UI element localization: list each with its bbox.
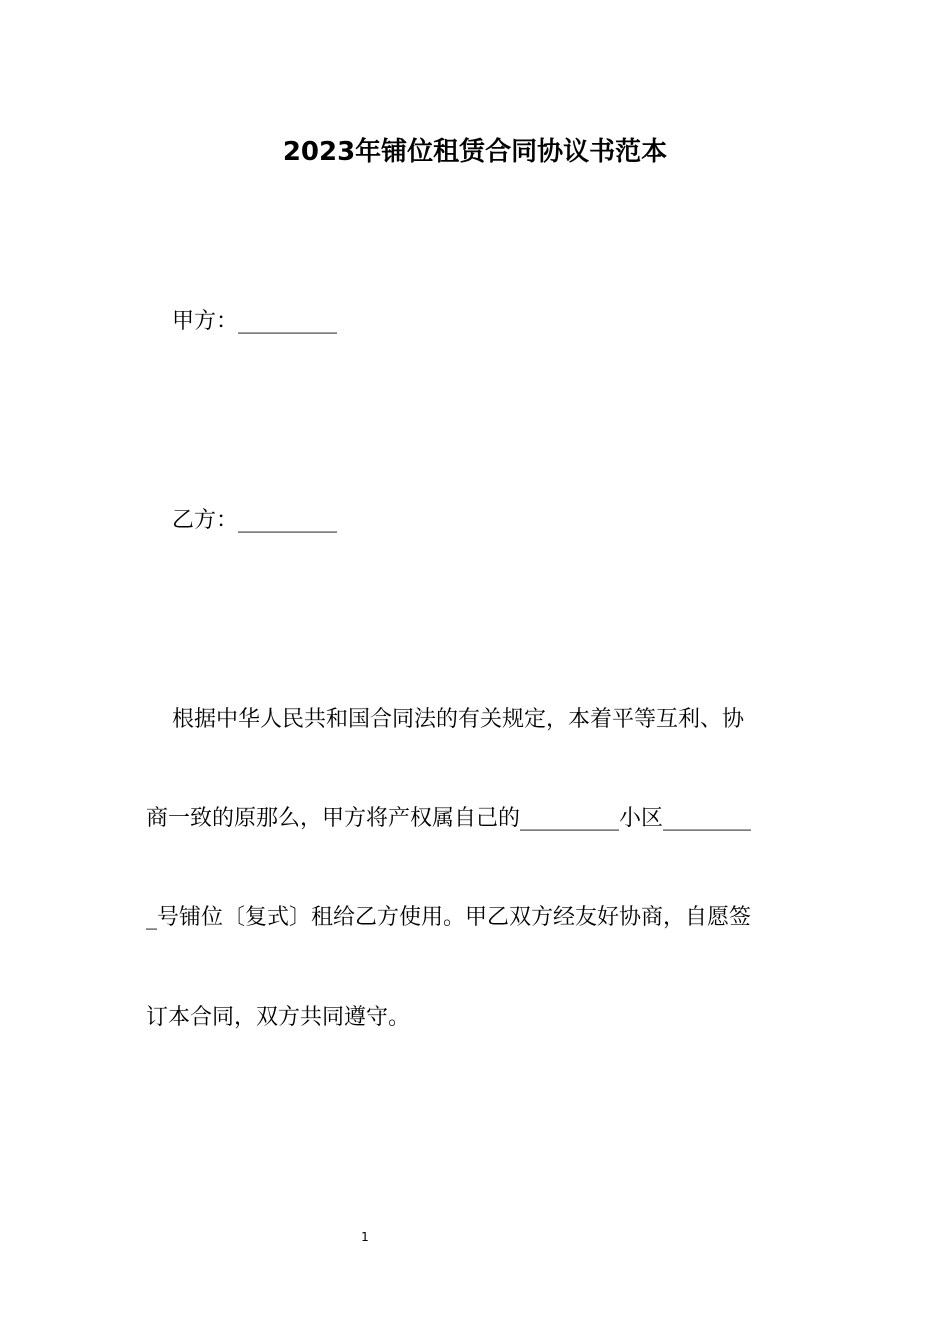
- paragraph-line: 商一致的原那么，甲方将产权属自己的_________小区________: [146, 806, 752, 831]
- paragraph-line: 根据中华人民共和国合同法的有关规定，本着平等互利、协: [172, 707, 745, 732]
- party-a-line: 甲方：_________: [172, 309, 338, 334]
- paragraph-line: _号铺位〔复式〕租给乙方使用。甲乙双方经友好协商，自愿签: [146, 905, 752, 930]
- document-title: 2023年铺位租赁合同协议书范本: [282, 137, 668, 167]
- paragraph-line: 订本合同，双方共同遵守。: [146, 1005, 411, 1030]
- party-b-line: 乙方：_________: [172, 508, 338, 533]
- page-number: 1: [361, 1230, 369, 1244]
